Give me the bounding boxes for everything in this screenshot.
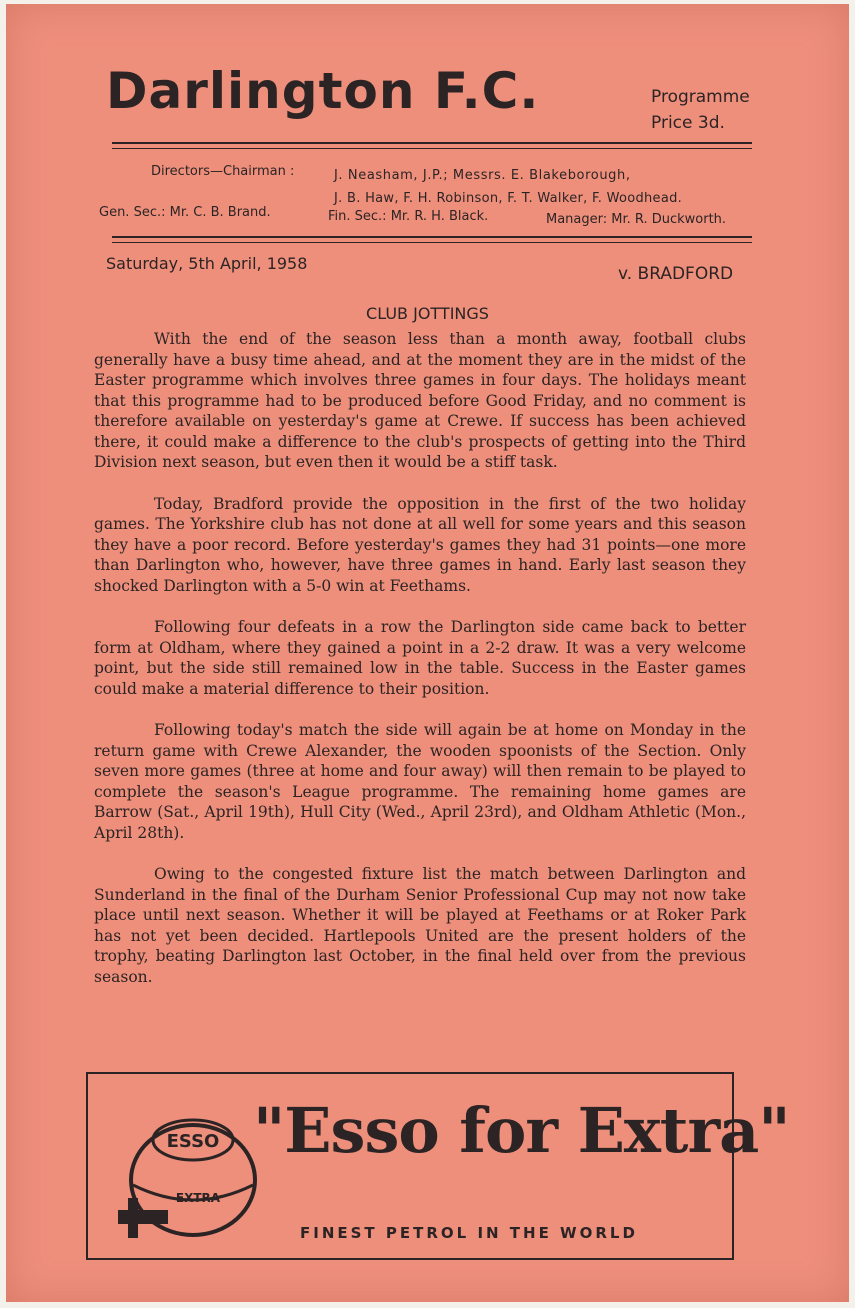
badge-bottom-text: EXTRA [175, 1191, 221, 1205]
manager: Manager: Mr. R. Duckworth. [546, 212, 727, 227]
esso-advert [86, 1072, 790, 1260]
header-rule-top [112, 142, 752, 144]
esso-globe-icon [118, 1090, 268, 1250]
match-date: Saturday, 5th April, 1958 [106, 254, 308, 273]
club-title: Darlington F.C. [106, 62, 540, 120]
header-rule-top-thin [112, 148, 752, 149]
advert-slogan: "Esso for Extra" [253, 1094, 790, 1167]
price-label: Price 3d. [651, 113, 725, 133]
header-rule-bottom-thin [112, 242, 752, 243]
programme-price [651, 84, 761, 136]
article-paragraph: Today, Bradford provide the opposition in the first of the two holiday games. The Yorkshire club has not done at all well for some years and this season they have a poor record. Before yesterday's games they had 31 points—one more than Darlington who, however, have three games in hand. Early last season they shocked Darlington with a 5-0 win at Feethams. [94, 494, 746, 595]
programme-page [6, 4, 849, 1302]
header-rule-bottom [112, 236, 752, 238]
general-secretary: Gen. Sec.: Mr. C. B. Brand. [99, 205, 271, 220]
directors-label: Directors—Chairman : [151, 164, 295, 179]
opponent: v. BRADFORD [618, 264, 734, 284]
advert-tagline: FINEST PETROL IN THE WORLD [300, 1224, 638, 1242]
article-paragraph: With the end of the season less than a month away, football clubs generally have a busy time ahead, and at the moment they are in the midst of the Easter programme which involves three games in four days. The holidays meant that this programme had to be produced before Good Friday, and no comment is therefore available on yesterday's game at Crewe. If success has been achieved there, it could make a difference to the club's prospects of getting into the Third Division next season, but even then it would be a stiff task. [94, 330, 746, 471]
programme-label: Programme [651, 87, 750, 107]
badge-top-text: ESSO [166, 1131, 220, 1152]
article-heading: CLUB JOTTINGS [366, 304, 489, 323]
article-paragraph: Following four defeats in a row the Darlington side came back to better form at Oldham, where they gained a point in a 2-2 draw. It was a very welcome point, but the side still remained low in the table. Success in the Easter games could make a material difference to their position. [94, 618, 746, 698]
financial-secretary: Fin. Sec.: Mr. R. H. Black. [328, 209, 489, 224]
article-body [94, 329, 746, 1008]
directors-line-1: J. Neasham, J.P.; Messrs. E. Blakeborough, [334, 168, 631, 183]
directors-line-2: J. B. Haw, F. H. Robinson, F. T. Walker, F. Woodhead. [334, 191, 683, 206]
article-paragraph: Owing to the congested fixture list the match between Darlington and Sunderland in the final of the Durham Senior Professional Cup may not now take place until next season. Whether it will be played at Feethams or at Roker Park has not yet been decided. Hartlepools United are the present holders of the trophy, beating Darlington last October, in the final held over from the previous season. [94, 865, 746, 986]
article-paragraph: Following today's match the side will again be at home on Monday in the return game with Crewe Alexander, the wooden spoonists of the Section. Only seven more games (three at home and four away) will then remain to be played to complete the season's League programme. The remaining home games are Barrow (Sat., April 19th), Hull City (Wed., April 23rd), and Oldham Athletic (Mon., April 28th). [94, 721, 746, 842]
